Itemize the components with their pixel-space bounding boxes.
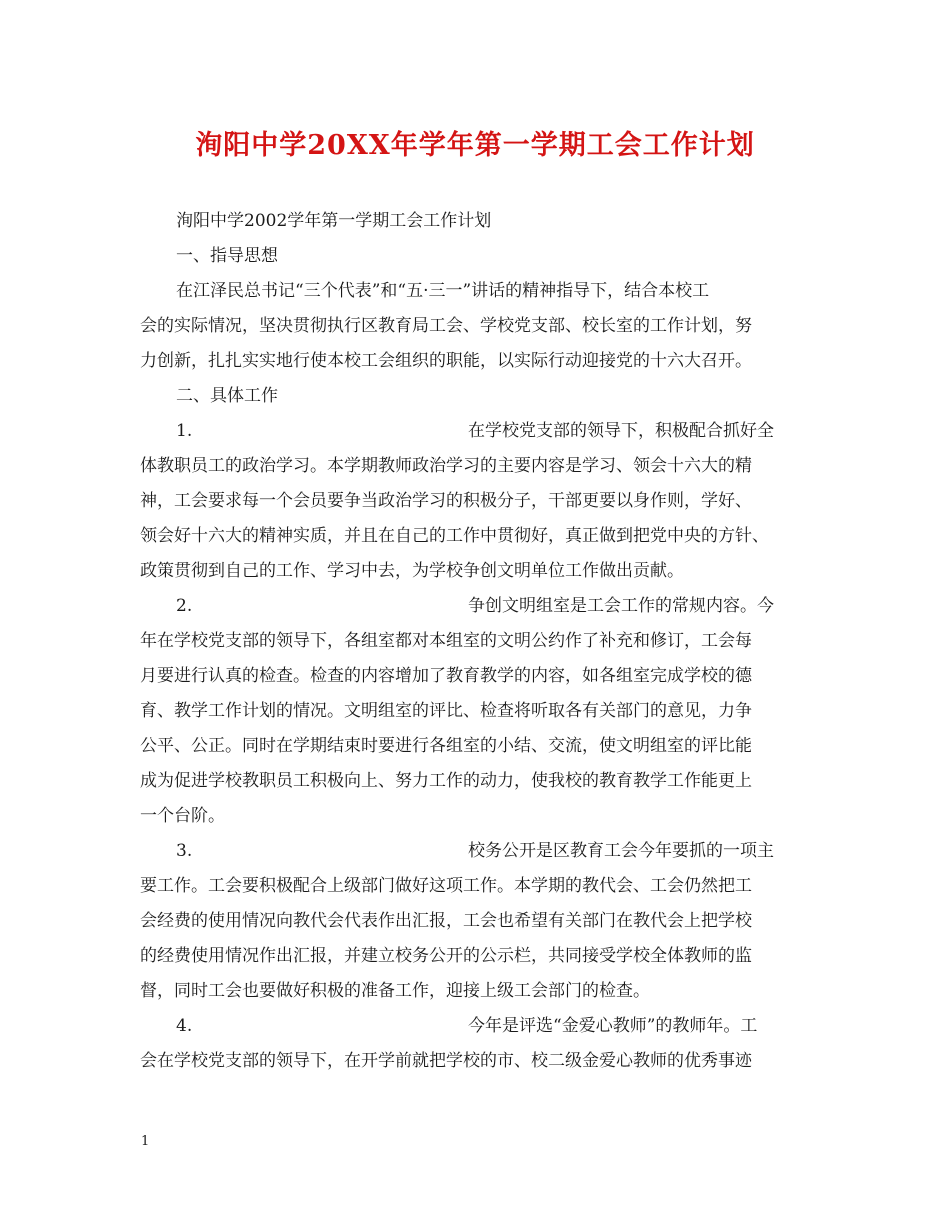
list-item-first-line [140, 1009, 820, 1044]
paragraph-line: 政策贯彻到自己的工作、学习中去，为学校争创文明单位工作做出贡献。 [140, 561, 684, 581]
list-item-first-line [140, 414, 820, 449]
document-body [140, 204, 820, 1079]
paragraph-line: 在江泽民总书记“三个代表”和“五·三一”讲话的精神指导下，结合本校工 [176, 281, 710, 301]
list-item-text: 今年是评选“金爱心教师”的教师年。工 [468, 1016, 758, 1036]
paragraph-line: 督，同时工会也要做好积极的准备工作，迎接上级工会部门的检查。 [140, 981, 650, 1001]
list-item-number: 3. [176, 841, 193, 861]
paragraph-line: 年在学校党支部的领导下，各组室都对本组室的文明公约作了补充和修订，工会每 [140, 631, 752, 651]
list-item-text: 争创文明组室是工会工作的常规内容。今 [468, 596, 774, 616]
paragraph-line: 月要进行认真的检查。检查的内容增加了教育教学的内容，如各组室完成学校的德 [140, 666, 752, 686]
list-item-first-line [140, 834, 820, 869]
list-item-number: 1. [176, 421, 193, 441]
paragraph-line: 力创新，扎扎实实地行使本校工会组织的职能，以实际行动迎接党的十六大召开。 [140, 351, 752, 371]
document-subtitle: 洵阳中学2002学年第一学期工会工作计划 [176, 211, 492, 231]
document-title: 洵阳中学20XX年学年第一学期工会工作计划 [195, 130, 755, 161]
section-heading-specific-work: 二、具体工作 [176, 386, 278, 406]
paragraph-line: 育、教学工作计划的情况。文明组室的评比、检查将听取各有关部门的意见，力争 [140, 701, 752, 721]
list-item-number: 2. [176, 596, 193, 616]
page-number: 1 [141, 1134, 150, 1149]
paragraph-line: 神，工会要求每一个会员要争当政治学习的积极分子，干部更要以身作则，学好、 [140, 491, 752, 511]
list-item-text: 在学校党支部的领导下，积极配合抓好全 [468, 421, 774, 441]
paragraph-line: 要工作。工会要积极配合上级部门做好这项工作。本学期的教代会、工会仍然把工 [140, 876, 752, 896]
paragraph-line: 会在学校党支部的领导下，在开学前就把学校的市、校二级金爱心教师的优秀事迹 [140, 1051, 752, 1071]
paragraph-line: 的经费使用情况作出汇报，并建立校务公开的公示栏，共同接受学校全体教师的监 [140, 946, 752, 966]
section-heading-guiding-thought: 一、指导思想 [176, 246, 278, 266]
paragraph-line: 会经费的使用情况向教代会代表作出汇报，工会也希望有关部门在教代会上把学校 [140, 911, 752, 931]
list-item-number: 4. [176, 1016, 193, 1036]
paragraph-line: 会的实际情况，坚决贯彻执行区教育局工会、学校党支部、校长室的工作计划，努 [140, 316, 752, 336]
paragraph-line: 体教职员工的政治学习。本学期教师政治学习的主要内容是学习、领会十六大的精 [140, 456, 752, 476]
paragraph-line: 一个台阶。 [140, 806, 225, 826]
paragraph-line: 成为促进学校教职员工积极向上、努力工作的动力，使我校的教育教学工作能更上 [140, 771, 752, 791]
paragraph-line: 公平、公正。同时在学期结束时要进行各组室的小结、交流，使文明组室的评比能 [140, 736, 752, 756]
paragraph-line: 领会好十六大的精神实质，并且在自己的工作中贯彻好，真正做到把党中央的方针、 [140, 526, 769, 546]
list-item-first-line [140, 589, 820, 624]
list-item-text: 校务公开是区教育工会今年要抓的一项主 [468, 841, 774, 861]
